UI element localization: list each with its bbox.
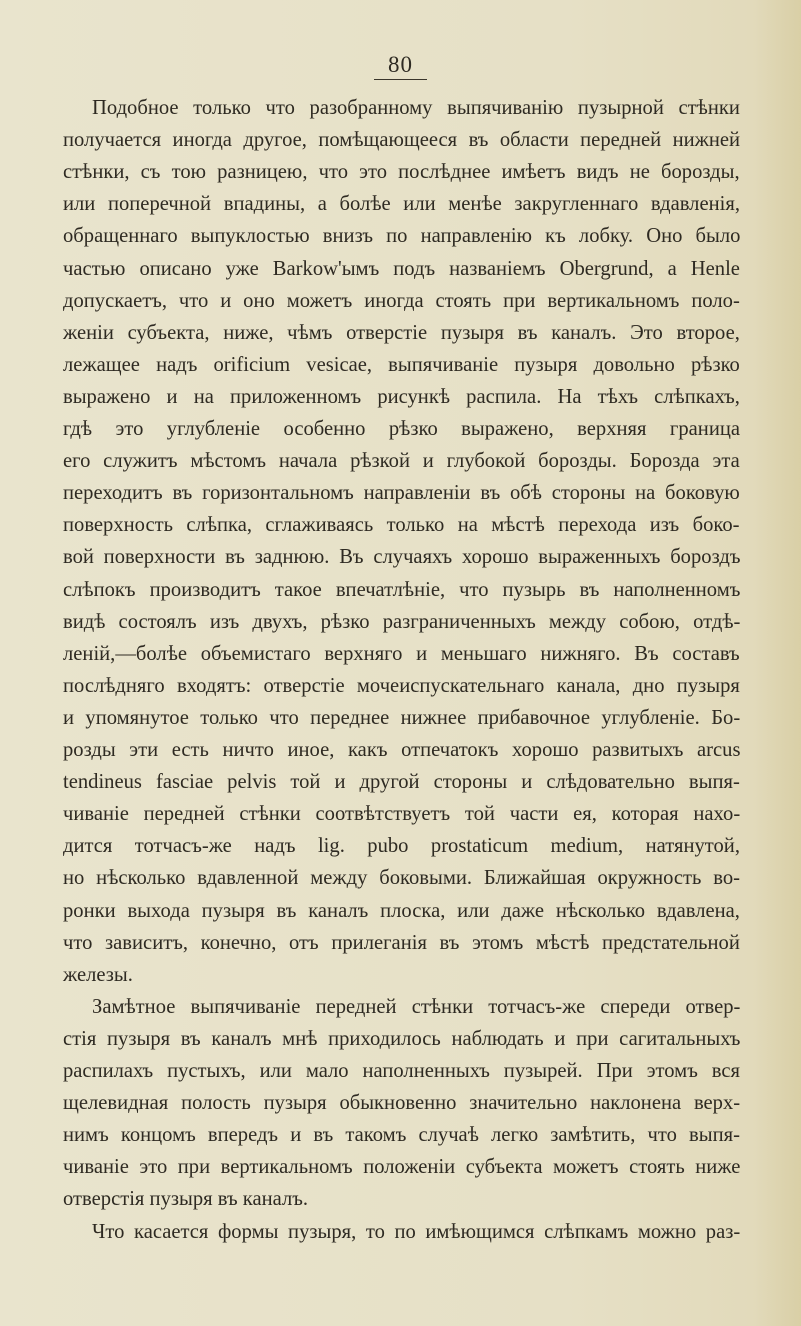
text-line: леній,—болѣе объемистаго верхняго и меньшаго нижняго. Въ составъ [63, 643, 740, 665]
text-line: чиваніе передней стѣнки соотвѣтствуетъ той части ея, которая нахо- [63, 803, 741, 825]
text-line: щелевидная полость пузыря обыкновенно значительно наклонена верх- [63, 1092, 741, 1114]
text-line: Что касается формы пузыря, то по имѣющимся слѣпкамъ можно раз- [92, 1221, 741, 1243]
text-line: и упомянутое только что переднее нижнее прибавочное углубленіе. Бо- [63, 707, 741, 729]
text-line: распилахъ пустыхъ, или мало наполненныхъ пузырей. При этомъ вся [63, 1060, 740, 1082]
text-line: гдѣ это углубленіе особенно рѣзко выражено, верхняя граница [63, 418, 741, 440]
text-line: или поперечной впадины, а болѣе или менѣе закругленнаго вдавленія, [63, 193, 740, 215]
text-line: но нѣсколько вдавленной между боковыми. Ближайшая окружность во- [63, 867, 741, 889]
text-line: ронки выхода пузыря въ каналъ плоска, или даже нѣсколько вдавлена, [63, 900, 740, 922]
text-line: обращеннаго выпуклостью внизъ по направленію къ лобку. Оно было [63, 225, 741, 247]
text-line: допускаетъ, что и оно можетъ иногда стоять при вертикальномъ поло- [63, 290, 740, 312]
text-line: Подобное только что разобранному выпячиванію пузырной стѣнки [92, 97, 740, 119]
text-line: железы. [63, 964, 133, 986]
page-number: 80 [0, 52, 801, 80]
text-line: чиваніе это при вертикальномъ положеніи субъекта можетъ стоять ниже [63, 1156, 741, 1178]
text-line: женіи субъекта, ниже, чѣмъ отверстіе пузыря въ каналъ. Это второе, [63, 322, 740, 344]
text-line: переходитъ въ горизонтальномъ направленіи въ обѣ стороны на боковую [63, 482, 740, 504]
text-line: отверстія пузыря въ каналъ. [63, 1188, 309, 1210]
text-line: лежащее надъ orificium vesicae, выпячиваніе пузыря довольно рѣзко [63, 354, 740, 376]
text-line: вой поверхности въ заднюю. Въ случаяхъ хорошо выраженныхъ бороздъ [63, 546, 741, 568]
text-line: послѣдняго входятъ: отверстіе мочеиспускательнаго канала, дно пузыря [63, 675, 740, 697]
text-line: стѣнки, съ тою разницею, что это послѣднее имѣетъ видъ не борозды, [63, 161, 740, 183]
text-line: tendineus fasciae pelvis той и другой стороны и слѣдовательно выпя- [63, 771, 740, 793]
text-line: стія пузыря въ каналъ мнѣ приходилось наблюдать и при сагитальныхъ [63, 1028, 741, 1050]
text-line: розды эти есть ничто иное, какъ отпечатокъ хорошо развитыхъ arcus [63, 739, 741, 761]
text-line: слѣпокъ производитъ такое впечатлѣніе, что пузырь въ наполненномъ [63, 579, 741, 601]
text-line: получается иногда другое, помѣщающееся въ области передней нижней [63, 129, 741, 151]
text-line: его служитъ мѣстомъ начала рѣзкой и глубокой борозды. Борозда эта [63, 450, 740, 472]
text-line: видѣ состоялъ изъ двухъ, рѣзко разграниченныхъ между собою, отдѣ- [63, 611, 741, 633]
text-line: что зависитъ, конечно, отъ прилеганія въ этомъ мѣстѣ предстательной [63, 932, 740, 954]
text-line: поверхность слѣпка, сглаживаясь только на мѣстѣ перехода изъ боко- [63, 514, 740, 536]
text-line: Замѣтное выпячиваніе передней стѣнки тотчасъ-же спереди отвер- [92, 996, 741, 1018]
text-line: дится тотчасъ-же надъ lig. pubo prostaticum medium, натянутой, [63, 835, 740, 857]
text-line: выражено и на приложенномъ рисункѣ распила. На тѣхъ слѣпкахъ, [63, 386, 740, 408]
text-line: нимъ концомъ впередъ и въ такомъ случаѣ легко замѣтить, что выпя- [63, 1124, 740, 1146]
text-line: частью описано уже Barkow'ымъ подъ названіемъ Obergrund, а Henle [63, 258, 740, 280]
